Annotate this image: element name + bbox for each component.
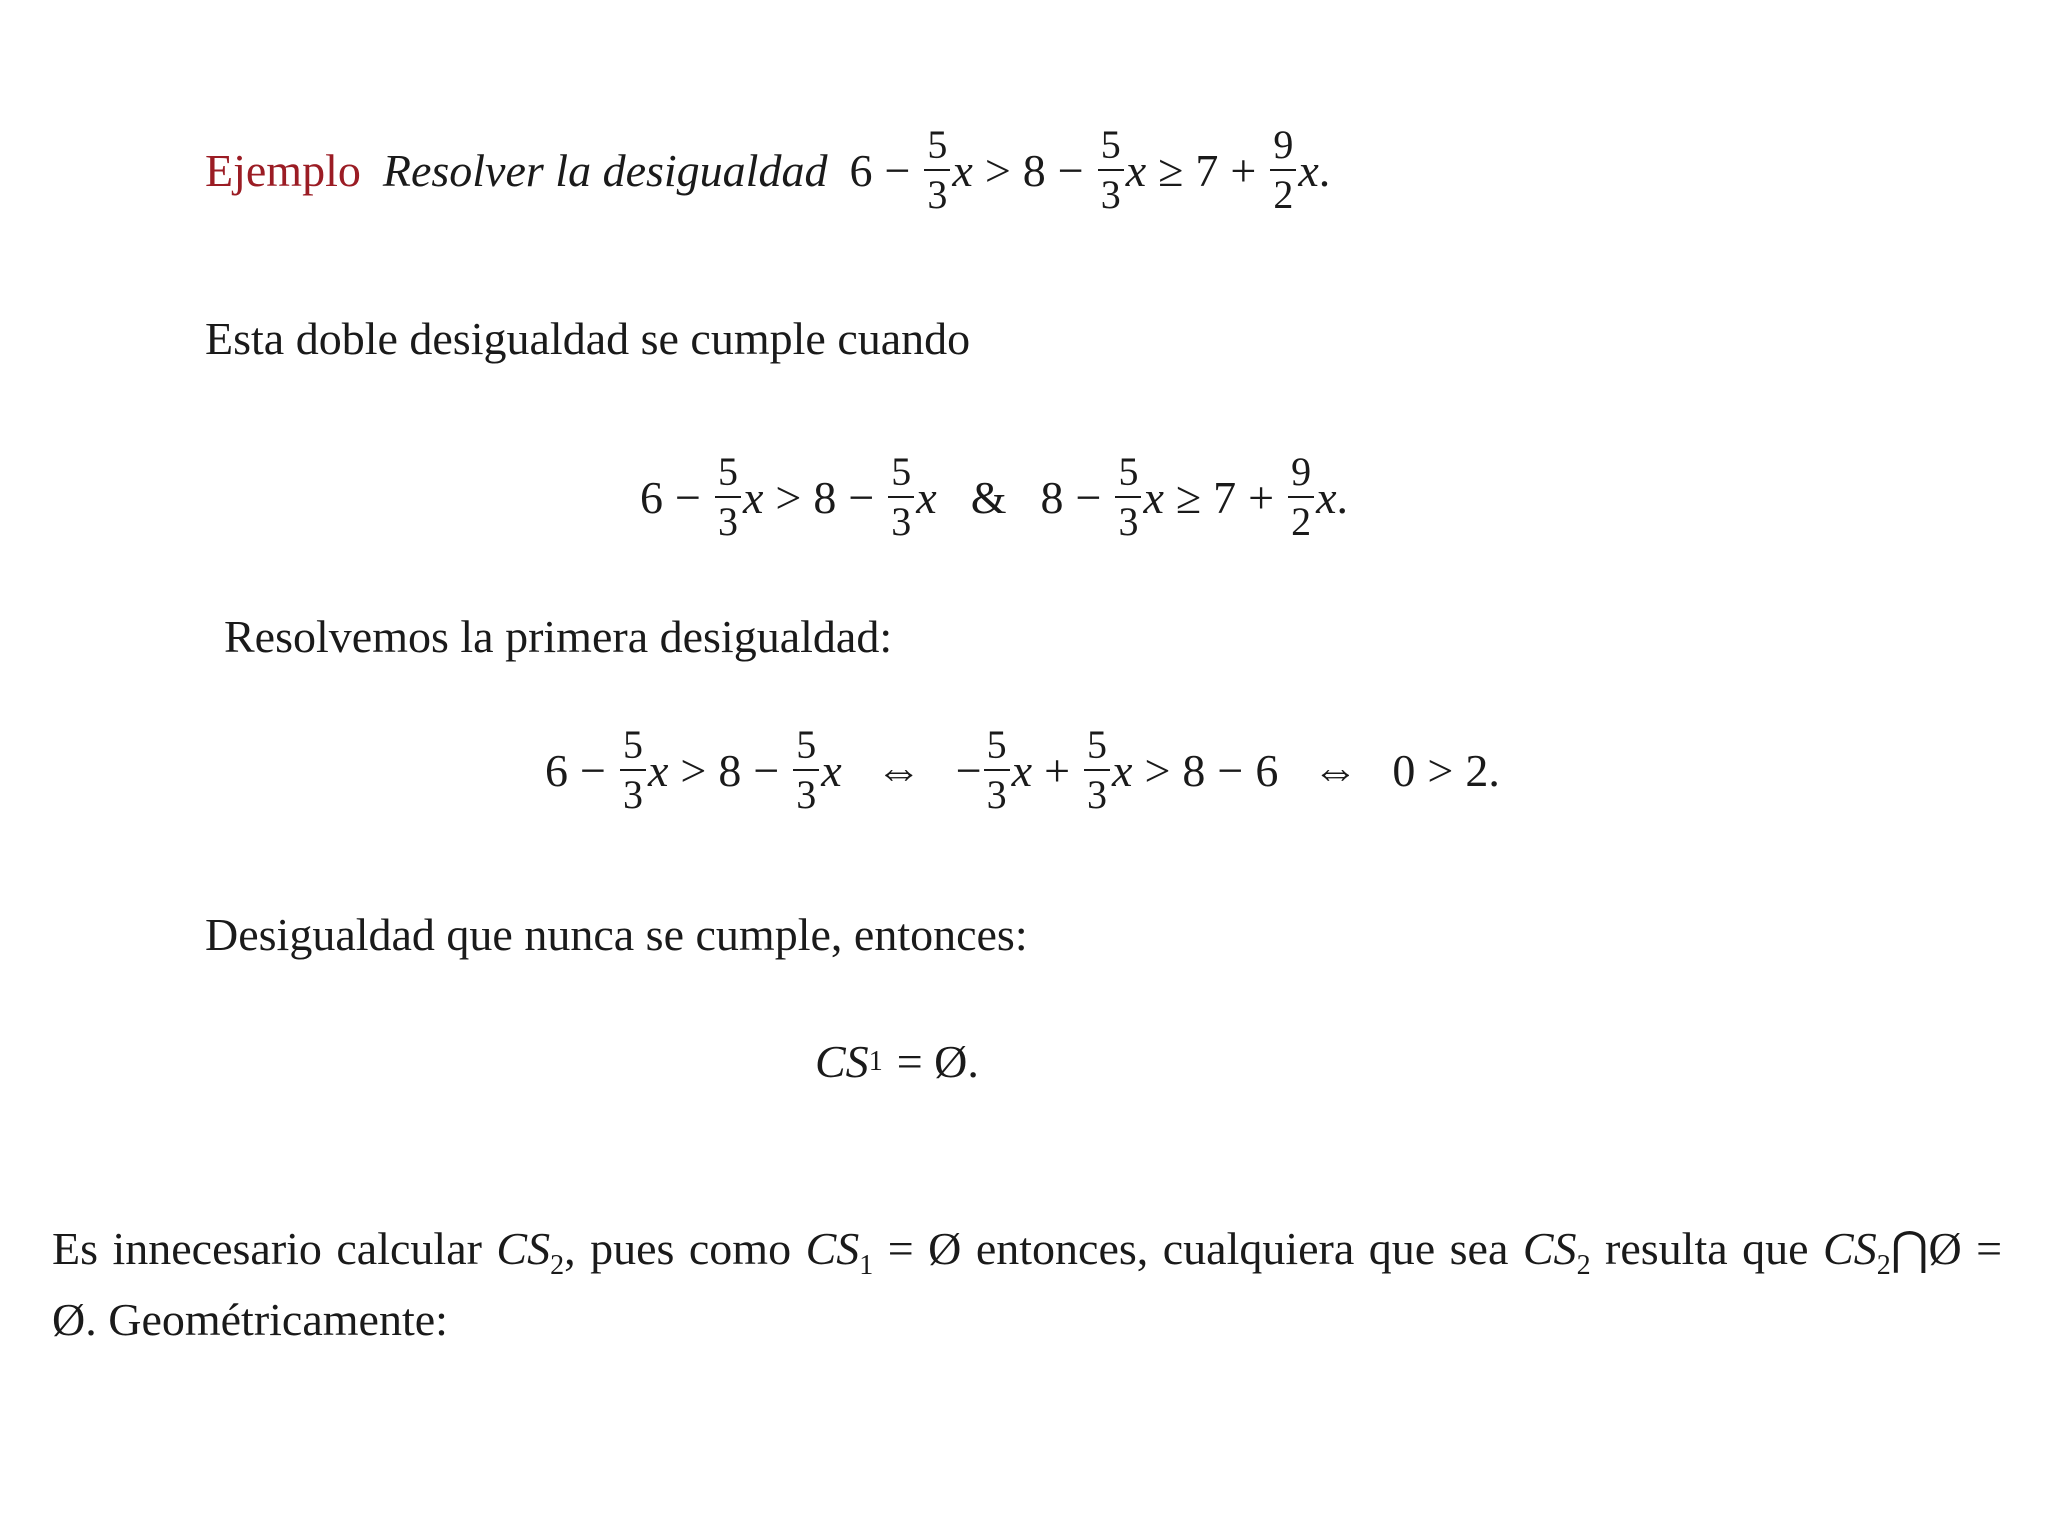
fraction: $\frac{9}{2}$ — [1270, 125, 1296, 215]
paragraph-text3: Desigualdad que nunca se cumple, entonces: — [205, 909, 1028, 960]
example-statement: Resolver la desigualdad — [382, 144, 828, 196]
example-line — [205, 122, 1331, 217]
fraction: $\frac{5}{3}$ — [924, 125, 950, 215]
math-display-2: 6 − $\frac{5}{3}$ x > 8 − $\frac{5}{3}$ x ⇔ − $\frac{5}{3}$ x + $\frac{5}{3}$ x > 8 − 6 ⇔ 0 > 2 . — [545, 722, 1500, 817]
math-expression: 6 − $\frac{5}{3}$ x > 8 − $\frac{5}{3}$ x ≥ 7 + $\frac{9}{2}$ x . — [849, 122, 1331, 217]
fraction: $\frac{5}{3}$ — [1115, 452, 1141, 542]
fraction: $\frac{5}{3}$ — [1084, 725, 1110, 815]
fraction: $\frac{5}{3}$ — [984, 725, 1010, 815]
paragraph-text1: Esta doble desigualdad se cumple cuando — [205, 313, 971, 364]
fraction: $\frac{5}{3}$ — [715, 452, 741, 542]
fraction: $\frac{5}{3}$ — [888, 452, 914, 542]
fraction: $\frac{5}{3}$ — [620, 725, 646, 815]
paragraph-text2: Resolvemos la primera desigualdad: — [224, 611, 893, 662]
math-display-1: 6 − $\frac{5}{3}$ x > 8 − $\frac{5}{3}$ x & 8 − $\frac{5}{3}$ x ≥ 7 + $\frac{9}{2}$ x . — [640, 449, 1348, 544]
example-label: Ejemplo — [205, 144, 361, 196]
fraction: $\frac{5}{3}$ — [793, 725, 819, 815]
conclusion-paragraph: Es innecesario calcular $CS_2$, pues como $CS_1$ = Ø entonces, cualquiera que sea $CS_2$ resulta que $CS_2⋂Ø$ = Ø. Geométricamente: — [52, 1223, 2003, 1345]
math-result: CS 1 = Ø. — [815, 1036, 979, 1087]
fraction: $\frac{5}{3}$ — [1098, 125, 1124, 215]
fraction: $\frac{9}{2}$ — [1288, 452, 1314, 542]
